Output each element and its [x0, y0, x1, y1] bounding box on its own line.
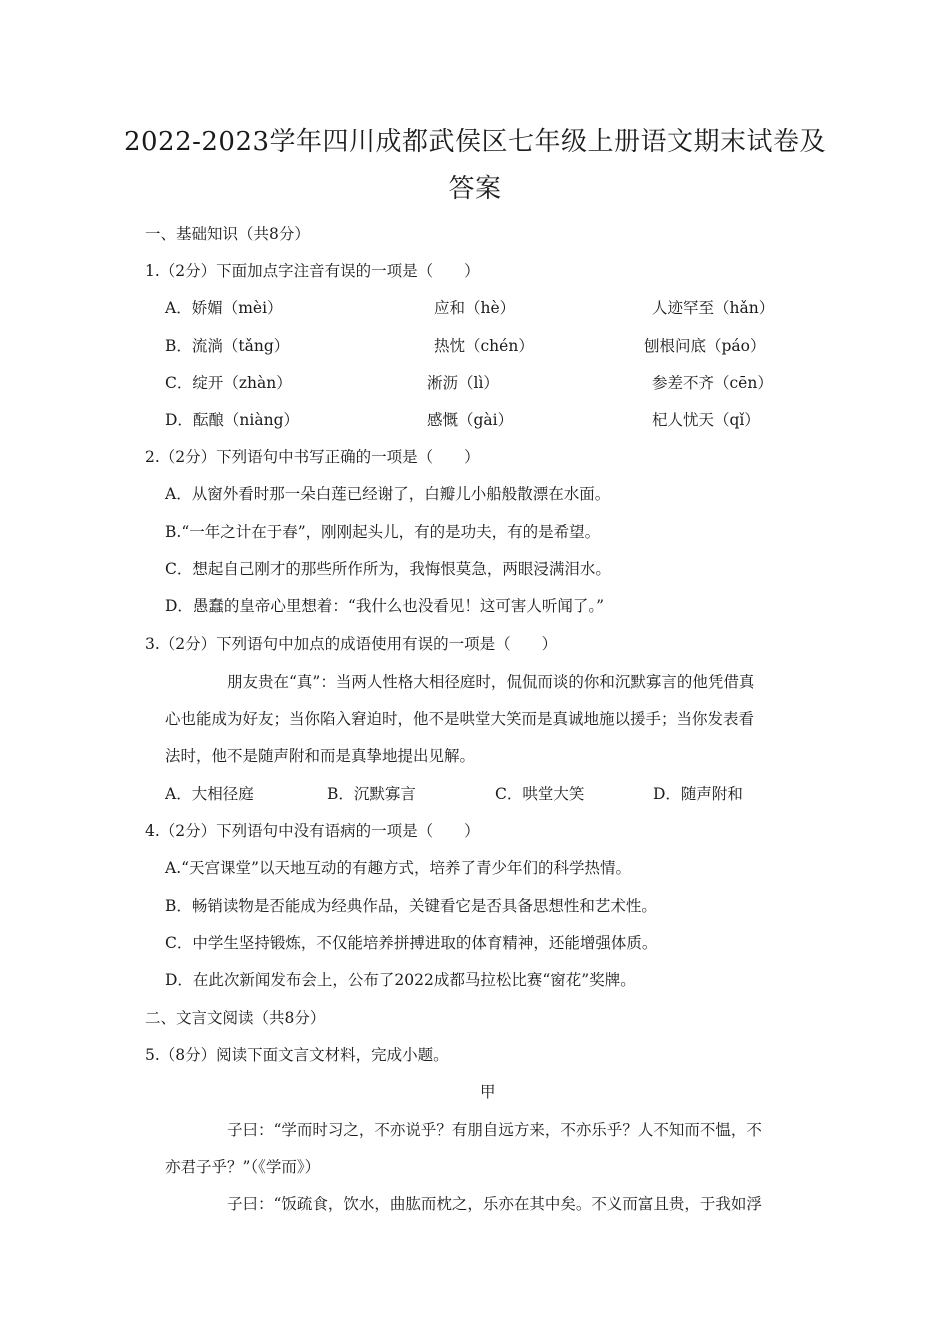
question-3-stem: 3.（2分）下列语句中加点的成语使用有误的一项是（ ） — [145, 635, 558, 653]
q2-option-a: A．从窗外看时那一朵白莲已经谢了，白瓣儿小船般散漂在水面。 — [165, 485, 611, 503]
q4-option-c: C．中学生坚持锻炼，不仅能培养拼搏进取的体育精神，还能增强体质。 — [165, 934, 658, 952]
document-title-line-2: 答案 — [448, 174, 502, 204]
q3-option-c: C．哄堂大笑 — [495, 785, 585, 803]
q3-passage-line-2: 心也能成为好友；当你陷入窘迫时，他不是哄堂大笑而是真诚地施以援手；当你发表看 — [165, 710, 755, 728]
q2-option-b: B.“一年之计在于春”，刚刚起头儿，有的是功夫，有的是希望。 — [165, 523, 601, 541]
passage-jia-line-2: 亦君子乎？”（《学而》） — [165, 1158, 321, 1176]
q2-option-d: D．愚蠢的皇帝心里想着：“我什么也没看见！这可害人听闻了。” — [165, 597, 605, 615]
q1-option-b-word-3: 刨根问底（páo） — [644, 337, 766, 355]
q1-option-a-word-3: 人迹罕至（hǎn） — [652, 299, 775, 317]
q4-option-b: B．畅销读物是否能成为经典作品，关键看它是否具备思想性和艺术性。 — [165, 897, 657, 915]
document-title-line-1: 2022-2023学年四川成都武侯区七年级上册语文期末试卷及 — [123, 127, 827, 157]
q3-option-a: A．大相径庭 — [165, 785, 254, 803]
question-4-stem: 4.（2分）下列语句中没有语病的一项是（ ） — [145, 822, 480, 840]
q3-passage-line-1: 朋友贵在“真”：当两人性格大相径庭时，侃侃而谈的你和沉默寡言的他凭借真 — [227, 673, 755, 691]
passage-jia-line-1: 子曰：“学而时习之，不亦说乎？有朋自远方来，不亦乐乎？人不知而不愠，不 — [227, 1121, 762, 1139]
q1-option-a-word-2: 应和（hè） — [434, 299, 516, 317]
q4-option-a: A.“天宫课堂”以天地互动的有趣方式，培养了青少年们的科学热情。 — [165, 859, 631, 877]
q1-option-c-word-1: C．绽开（zhàn） — [165, 374, 292, 392]
q1-option-d-word-2: 感慨（gài） — [427, 411, 514, 429]
q3-passage-line-3: 法时，他不是随声附和而是真挚地提出见解。 — [165, 747, 476, 765]
passage-heading-jia: 甲 — [480, 1083, 496, 1101]
question-2-stem: 2.（2分）下列语句中书写正确的一项是（ ） — [145, 448, 480, 466]
passage-jia-line-3: 子曰：“饭疏食，饮水，曲肱而枕之，乐亦在其中矣。不义而富且贵，于我如浮 — [227, 1195, 762, 1213]
question-1-stem: 1.（2分）下面加点字注音有误的一项是（ ） — [145, 262, 480, 280]
q1-option-c-word-3: 参差不齐（cēn） — [652, 374, 773, 392]
q1-option-a-word-1: A．娇媚（mèi） — [165, 299, 283, 317]
section-heading-basic-knowledge: 一、基础知识（共8分） — [145, 225, 310, 243]
q1-option-d-word-1: D．酝酿（niàng） — [165, 411, 300, 429]
question-5-stem: 5.（8分）阅读下面文言文材料，完成小题。 — [145, 1046, 449, 1064]
q3-option-d: D．随声附和 — [653, 785, 743, 803]
q1-option-d-word-3: 杞人忧天（qǐ） — [652, 411, 760, 429]
q4-option-d: D．在此次新闻发布会上，公布了2022成都马拉松比赛“窗花”奖牌。 — [165, 971, 636, 989]
section-heading-classical-chinese: 二、文言文阅读（共8分） — [145, 1009, 326, 1027]
q2-option-c: C．想起自己刚才的那些所作所为，我悔恨莫急，两眼浸满泪水。 — [165, 560, 611, 578]
q1-option-b-word-2: 热忱（chén） — [434, 337, 534, 355]
q1-option-b-word-1: B．流淌（tǎng） — [165, 337, 290, 355]
q1-option-c-word-2: 淅沥（lì） — [427, 374, 499, 392]
q3-option-b: B．沉默寡言 — [327, 785, 416, 803]
